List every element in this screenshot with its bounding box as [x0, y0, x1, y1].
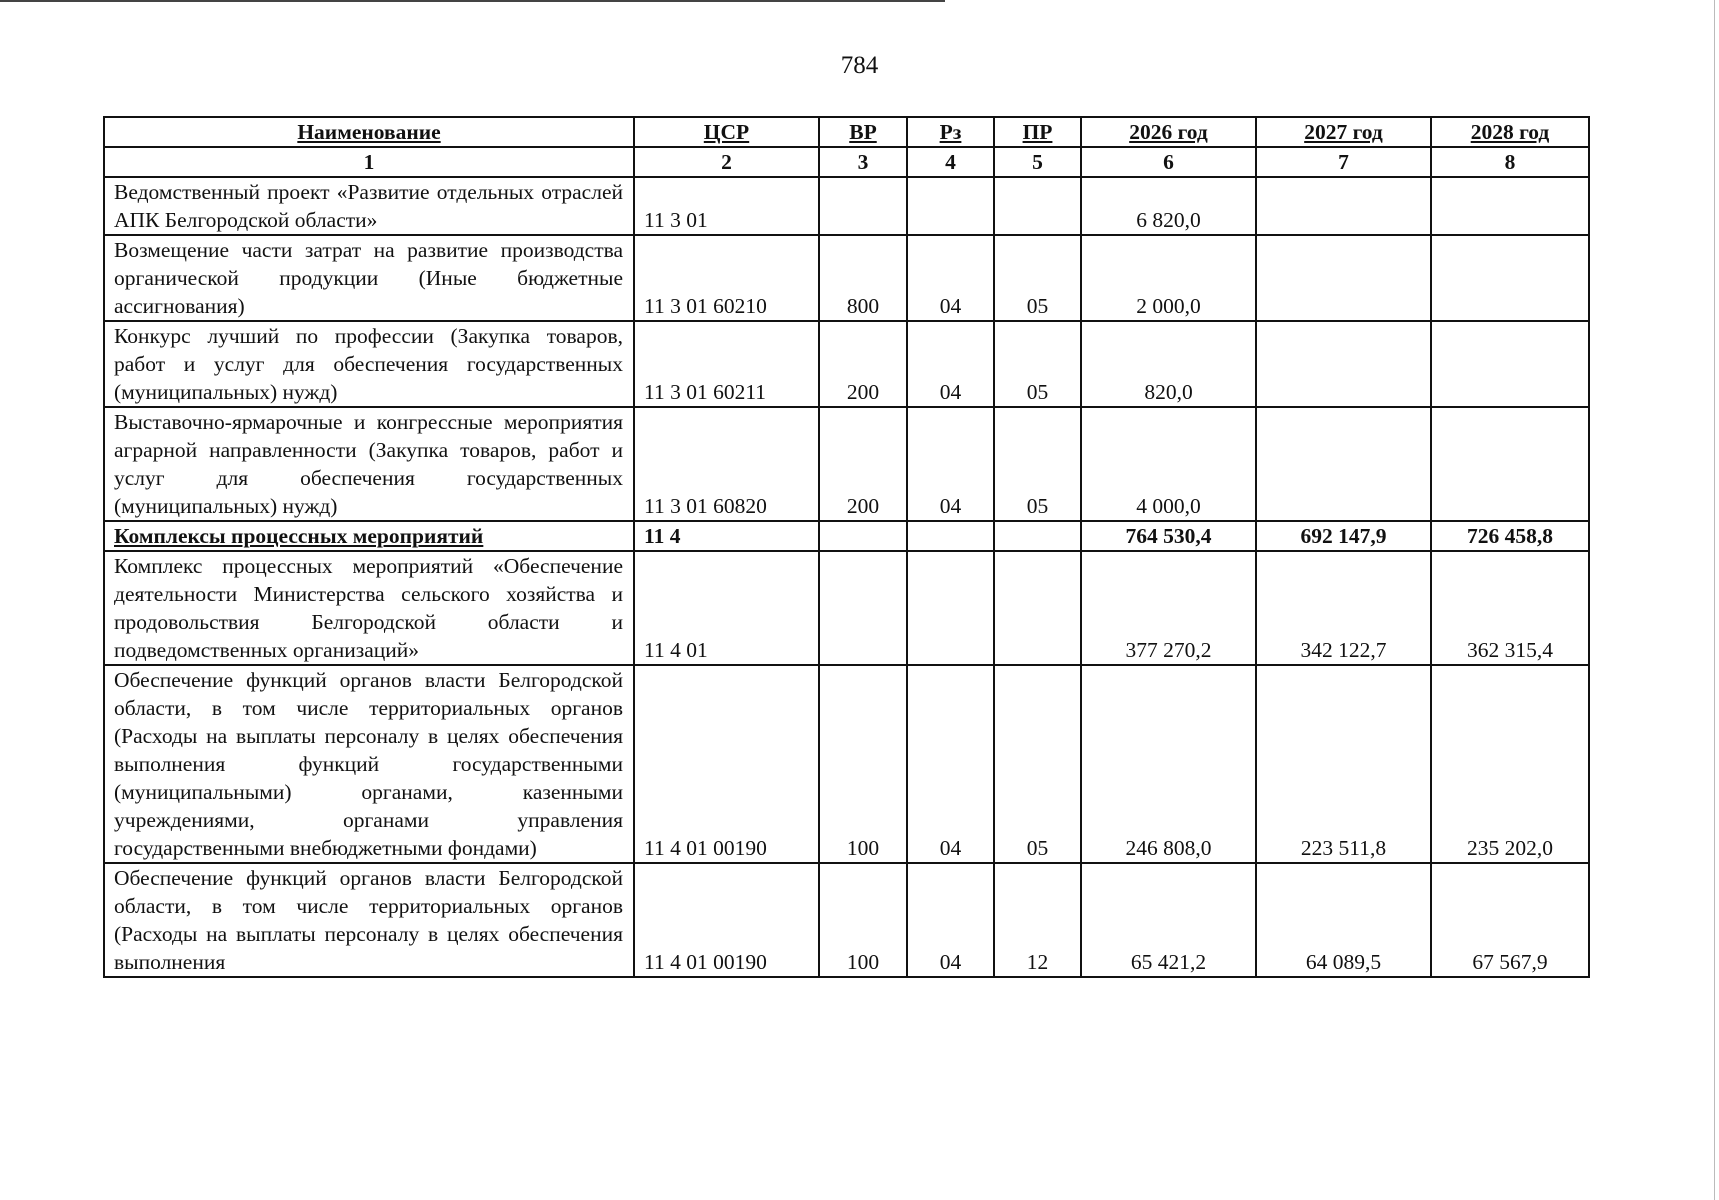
header-csr: ЦСР: [634, 117, 819, 147]
column-number: 6: [1081, 147, 1256, 177]
row-csr: 11 3 01: [634, 177, 819, 235]
row-csr: 11 3 01 60211: [634, 321, 819, 407]
row-2027: 342 122,7: [1256, 551, 1431, 665]
row-csr: 11 4: [634, 521, 819, 551]
column-number: 4: [907, 147, 994, 177]
header-2026: 2026 год: [1081, 117, 1256, 147]
table-row: [104, 551, 1589, 665]
header-name: Наименование: [104, 117, 634, 147]
scan-edge-line: [0, 0, 945, 2]
row-2027: 223 511,8: [1256, 665, 1431, 863]
row-2026: 820,0: [1081, 321, 1256, 407]
row-2027: 692 147,9: [1256, 521, 1431, 551]
row-rz: [907, 521, 994, 551]
row-pr: 05: [994, 321, 1081, 407]
header-pr: ПР: [994, 117, 1081, 147]
row-pr: 05: [994, 407, 1081, 521]
row-csr: 11 4 01 00190: [634, 665, 819, 863]
row-vr: [819, 551, 907, 665]
row-name: Ведомственный проект «Развитие отдельных отраслей АПК Белгородской области»: [104, 177, 634, 235]
row-rz: [907, 177, 994, 235]
column-number: 5: [994, 147, 1081, 177]
row-csr: 11 4 01 00190: [634, 863, 819, 977]
scan-edge-line: [1714, 0, 1715, 1200]
row-rz: [907, 551, 994, 665]
row-name: Обеспечение функций органов власти Белгородской области, в том числе территориальных органов (Расходы на выплаты персоналу в целях обеспечения выполнения: [104, 863, 634, 977]
row-name: Выставочно-ярмарочные и конгрессные мероприятия аграрной направленности (Закупка товаров, работ и услуг для обеспечения государственных (муниципальных) нужд): [104, 407, 634, 521]
row-vr: 100: [819, 863, 907, 977]
row-2026: 2 000,0: [1081, 235, 1256, 321]
row-pr: [994, 521, 1081, 551]
row-2028: [1431, 407, 1589, 521]
row-2026: 246 808,0: [1081, 665, 1256, 863]
page-number: 784: [840, 52, 879, 79]
row-2027: [1256, 407, 1431, 521]
row-2028: 362 315,4: [1431, 551, 1589, 665]
row-2027: [1256, 235, 1431, 321]
column-number: 1: [104, 147, 634, 177]
row-2027: [1256, 321, 1431, 407]
row-vr: [819, 177, 907, 235]
row-rz: 04: [907, 321, 994, 407]
row-pr: 05: [994, 235, 1081, 321]
row-name: Возмещение части затрат на развитие производства органической продукции (Иные бюджетные ассигнования): [104, 235, 634, 321]
row-2028: 67 567,9: [1431, 863, 1589, 977]
row-vr: 100: [819, 665, 907, 863]
row-2026: 764 530,4: [1081, 521, 1256, 551]
row-pr: [994, 177, 1081, 235]
table-row: [104, 321, 1589, 407]
row-name: Комплексы процессных мероприятий: [104, 521, 634, 551]
row-2027: 64 089,5: [1256, 863, 1431, 977]
table-row: [104, 407, 1589, 521]
row-2028: [1431, 235, 1589, 321]
column-number: 2: [634, 147, 819, 177]
row-vr: [819, 521, 907, 551]
row-pr: [994, 551, 1081, 665]
column-number: 7: [1256, 147, 1431, 177]
header-2028: 2028 год: [1431, 117, 1589, 147]
row-pr: 05: [994, 665, 1081, 863]
row-rz: 04: [907, 665, 994, 863]
row-2028: [1431, 321, 1589, 407]
row-vr: 800: [819, 235, 907, 321]
row-name: Конкурс лучший по профессии (Закупка товаров, работ и услуг для обеспечения государственных (муниципальных) нужд): [104, 321, 634, 407]
table-row-subtotal: [104, 521, 1589, 551]
row-name: Комплекс процессных мероприятий «Обеспечение деятельности Министерства сельского хозяйства и продовольствия Белгородской области и подведомственных организаций»: [104, 551, 634, 665]
table-row: [104, 665, 1589, 863]
header-rz: Рз: [907, 117, 994, 147]
row-rz: 04: [907, 407, 994, 521]
row-2028: 235 202,0: [1431, 665, 1589, 863]
row-csr: 11 3 01 60820: [634, 407, 819, 521]
row-csr: 11 4 01: [634, 551, 819, 665]
row-2027: [1256, 177, 1431, 235]
row-2028: [1431, 177, 1589, 235]
header-row: [104, 117, 1589, 147]
row-vr: 200: [819, 321, 907, 407]
column-number: 3: [819, 147, 907, 177]
row-rz: 04: [907, 235, 994, 321]
row-2026: 4 000,0: [1081, 407, 1256, 521]
row-2026: 65 421,2: [1081, 863, 1256, 977]
header-vr: ВР: [819, 117, 907, 147]
row-2026: 6 820,0: [1081, 177, 1256, 235]
row-2028: 726 458,8: [1431, 521, 1589, 551]
column-number-row: [104, 147, 1589, 177]
row-csr: 11 3 01 60210: [634, 235, 819, 321]
row-name: Обеспечение функций органов власти Белгородской области, в том числе территориальных органов (Расходы на выплаты персоналу в целях обеспечения выполнения функций государственными (муниципальными) органами, казенными учреждениями, органами управления государственными внебюджетными фондами): [104, 665, 634, 863]
row-rz: 04: [907, 863, 994, 977]
budget-table: [103, 116, 1590, 978]
table-row: [104, 863, 1589, 977]
column-number: 8: [1431, 147, 1589, 177]
row-2026: 377 270,2: [1081, 551, 1256, 665]
row-vr: 200: [819, 407, 907, 521]
table-row: [104, 235, 1589, 321]
table-row: [104, 177, 1589, 235]
row-pr: 12: [994, 863, 1081, 977]
header-2027: 2027 год: [1256, 117, 1431, 147]
